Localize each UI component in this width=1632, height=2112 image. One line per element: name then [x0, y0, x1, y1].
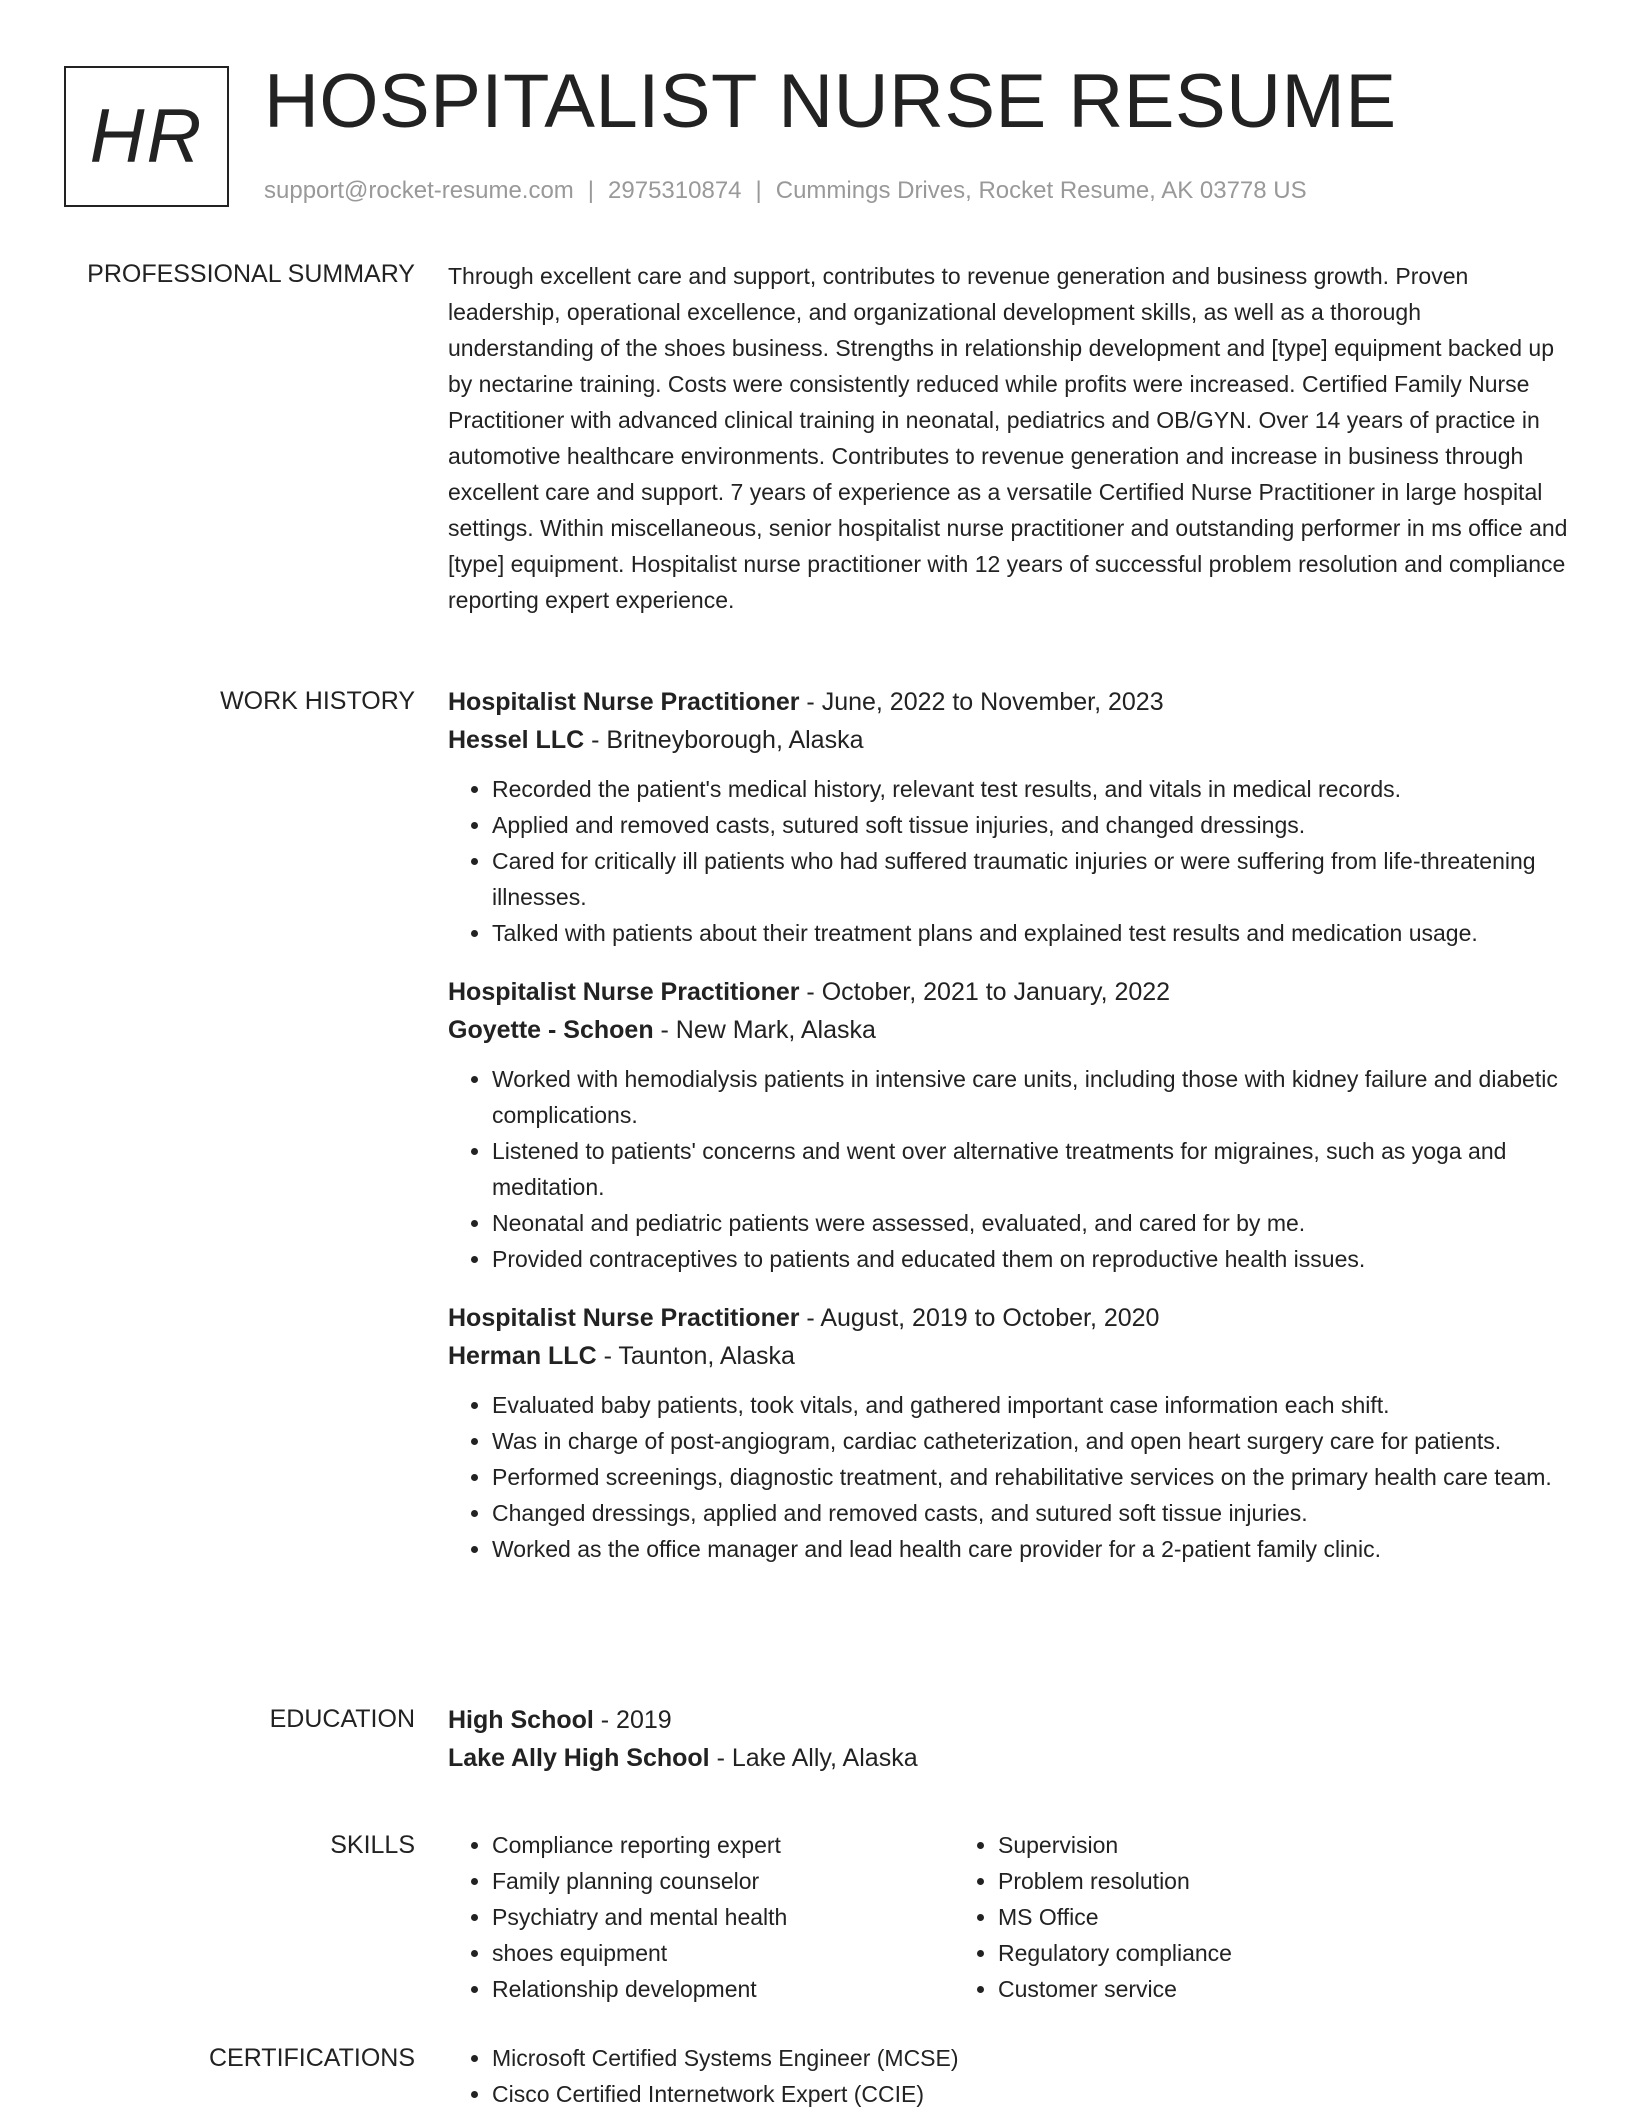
job-bullet: • Listened to patients' concerns and went over alternative treatments for migraines, such as yoga and meditation.	[492, 1133, 1568, 1205]
certifications-heading: CERTIFICATIONS	[208, 2044, 415, 2072]
job-title-line	[448, 1299, 1568, 1337]
job-dates: - June, 2022 to November, 2023	[799, 688, 1164, 716]
certification-item: • Cisco Certified Internetwork Expert (CCIE)	[492, 2076, 1568, 2112]
job-company-line	[448, 721, 1568, 759]
education-degree-line	[448, 1701, 1568, 1739]
monogram-logo: HR	[64, 66, 229, 207]
education-year: - 2019	[593, 1706, 672, 1734]
contact-separator: |	[587, 177, 595, 204]
job-bullet: • Evaluated baby patients, took vitals, and gathered important case information each shift.	[492, 1387, 1568, 1423]
job-bullets	[448, 1061, 1568, 1277]
skill-item: • Relationship development	[492, 1971, 954, 2007]
contact-line	[264, 174, 1307, 208]
job-list	[448, 683, 1568, 1589]
education-school: Lake Ally High School	[448, 1744, 710, 1772]
job-title-line	[448, 683, 1568, 721]
contact-separator: |	[755, 177, 762, 204]
job-company: Goyette - Schoen	[448, 1016, 654, 1044]
job-bullets	[448, 771, 1568, 951]
job-bullet: • Cared for critically ill patients who had suffered traumatic injuries or were suffering from life-threatening illnesses.	[492, 843, 1568, 915]
job-title: Hospitalist Nurse Practitioner	[448, 978, 800, 1006]
summary-heading: PROFESSIONAL SUMMARY	[87, 260, 415, 288]
education-degree: High School	[448, 1706, 594, 1734]
job-bullets	[448, 1387, 1568, 1567]
job-bullet: • Recorded the patient's medical history, relevant test results, and vitals in medical records.	[492, 771, 1568, 807]
skill-item: • Compliance reporting expert	[492, 1827, 954, 1863]
skill-item: • Customer service	[998, 1971, 1460, 2007]
certification-item: • Microsoft Certified Systems Engineer (MCSE)	[492, 2040, 1568, 2076]
job-bullet: • Applied and removed casts, sutured soft tissue injuries, and changed dressings.	[492, 807, 1568, 843]
work-history-heading: WORK HISTORY	[220, 687, 415, 715]
job-bullet: • Changed dressings, applied and removed casts, and sutured soft tissue injuries.	[492, 1495, 1568, 1531]
job-company: Herman LLC	[448, 1342, 597, 1370]
job-bullet: • Worked as the office manager and lead health care provider for a 2-patient family clinic.	[492, 1531, 1568, 1567]
job-bullet: • Performed screenings, diagnostic treatment, and rehabilitative services on the primary health care team.	[492, 1459, 1568, 1495]
job-location: - New Mark, Alaska	[653, 1016, 876, 1044]
skill-item: • Psychiatry and mental health	[492, 1899, 954, 1935]
job-title: Hospitalist Nurse Practitioner	[448, 1304, 800, 1332]
contact-email[interactable]: support@rocket-resume.com	[264, 177, 574, 204]
certifications-list	[448, 2040, 1568, 2112]
job-entry	[448, 1299, 1568, 1567]
skill-item: • Regulatory compliance	[998, 1935, 1460, 1971]
education-location: - Lake Ally, Alaska	[709, 1744, 918, 1772]
skills-list-right	[954, 1827, 1460, 2007]
job-dates: - August, 2019 to October, 2020	[799, 1304, 1160, 1332]
job-entry	[448, 973, 1568, 1277]
job-company-line	[448, 1011, 1568, 1049]
job-company-line	[448, 1337, 1568, 1375]
skill-item: • shoes equipment	[492, 1935, 954, 1971]
job-bullet: • Worked with hemodialysis patients in intensive care units, including those with kidney failure and diabetic complications.	[492, 1061, 1568, 1133]
contact-phone[interactable]: 2975310874	[608, 177, 742, 204]
job-bullet: • Was in charge of post-angiogram, cardiac catheterization, and open heart surgery care for patients.	[492, 1423, 1568, 1459]
job-location: - Britneyborough, Alaska	[584, 726, 864, 754]
job-entry	[448, 683, 1568, 951]
skills-list-left	[448, 1827, 954, 2007]
skill-item: • Supervision	[998, 1827, 1460, 1863]
job-bullet: • Neonatal and pediatric patients were assessed, evaluated, and cared for by me.	[492, 1205, 1568, 1241]
skill-item: • MS Office	[998, 1899, 1460, 1935]
education-school-line	[448, 1739, 1568, 1777]
education-heading: EDUCATION	[269, 1705, 415, 1733]
contact-address: Cummings Drives, Rocket Resume, AK 03778 US	[775, 177, 1307, 204]
summary-text: Through excellent care and support, contributes to revenue generation and business growth. Proven leadership, operational excellence, and organizational development skills, as well as a thorough understanding of the shoes business. Strengths in relationship development and [type] equipment backed up by nectarine training. Costs were consistently reduced while profits were increased. Certified Family Nurse Practitioner with advanced clinical training in neonatal, pediatrics and OB/GYN. Over 14 years of practice in automotive healthcare environments. Contributes to revenue generation and increase in business through excellent care and support. 7 years of experience as a versatile Certified Nurse Practitioner in large hospital settings. Within miscellaneous, senior hospitalist nurse practitioner and outstanding performer in ms office and [type] equipment. Hospitalist nurse practitioner with 12 years of successful problem resolution and compliance reporting expert experience.	[448, 263, 1568, 613]
skill-item: • Problem resolution	[998, 1863, 1460, 1899]
job-title: Hospitalist Nurse Practitioner	[448, 688, 800, 716]
resume-title: HOSPITALIST NURSE RESUME	[264, 59, 1397, 144]
job-title-line	[448, 973, 1568, 1011]
job-bullet: • Talked with patients about their treatment plans and explained test results and medication usage.	[492, 915, 1568, 951]
job-company: Hessel LLC	[448, 726, 585, 754]
skills-heading: SKILLS	[330, 1831, 415, 1859]
job-dates: - October, 2021 to January, 2022	[799, 978, 1171, 1006]
skill-item: • Family planning counselor	[492, 1863, 954, 1899]
job-bullet: • Provided contraceptives to patients and educated them on reproductive health issues.	[492, 1241, 1568, 1277]
job-location: - Taunton, Alaska	[596, 1342, 795, 1370]
